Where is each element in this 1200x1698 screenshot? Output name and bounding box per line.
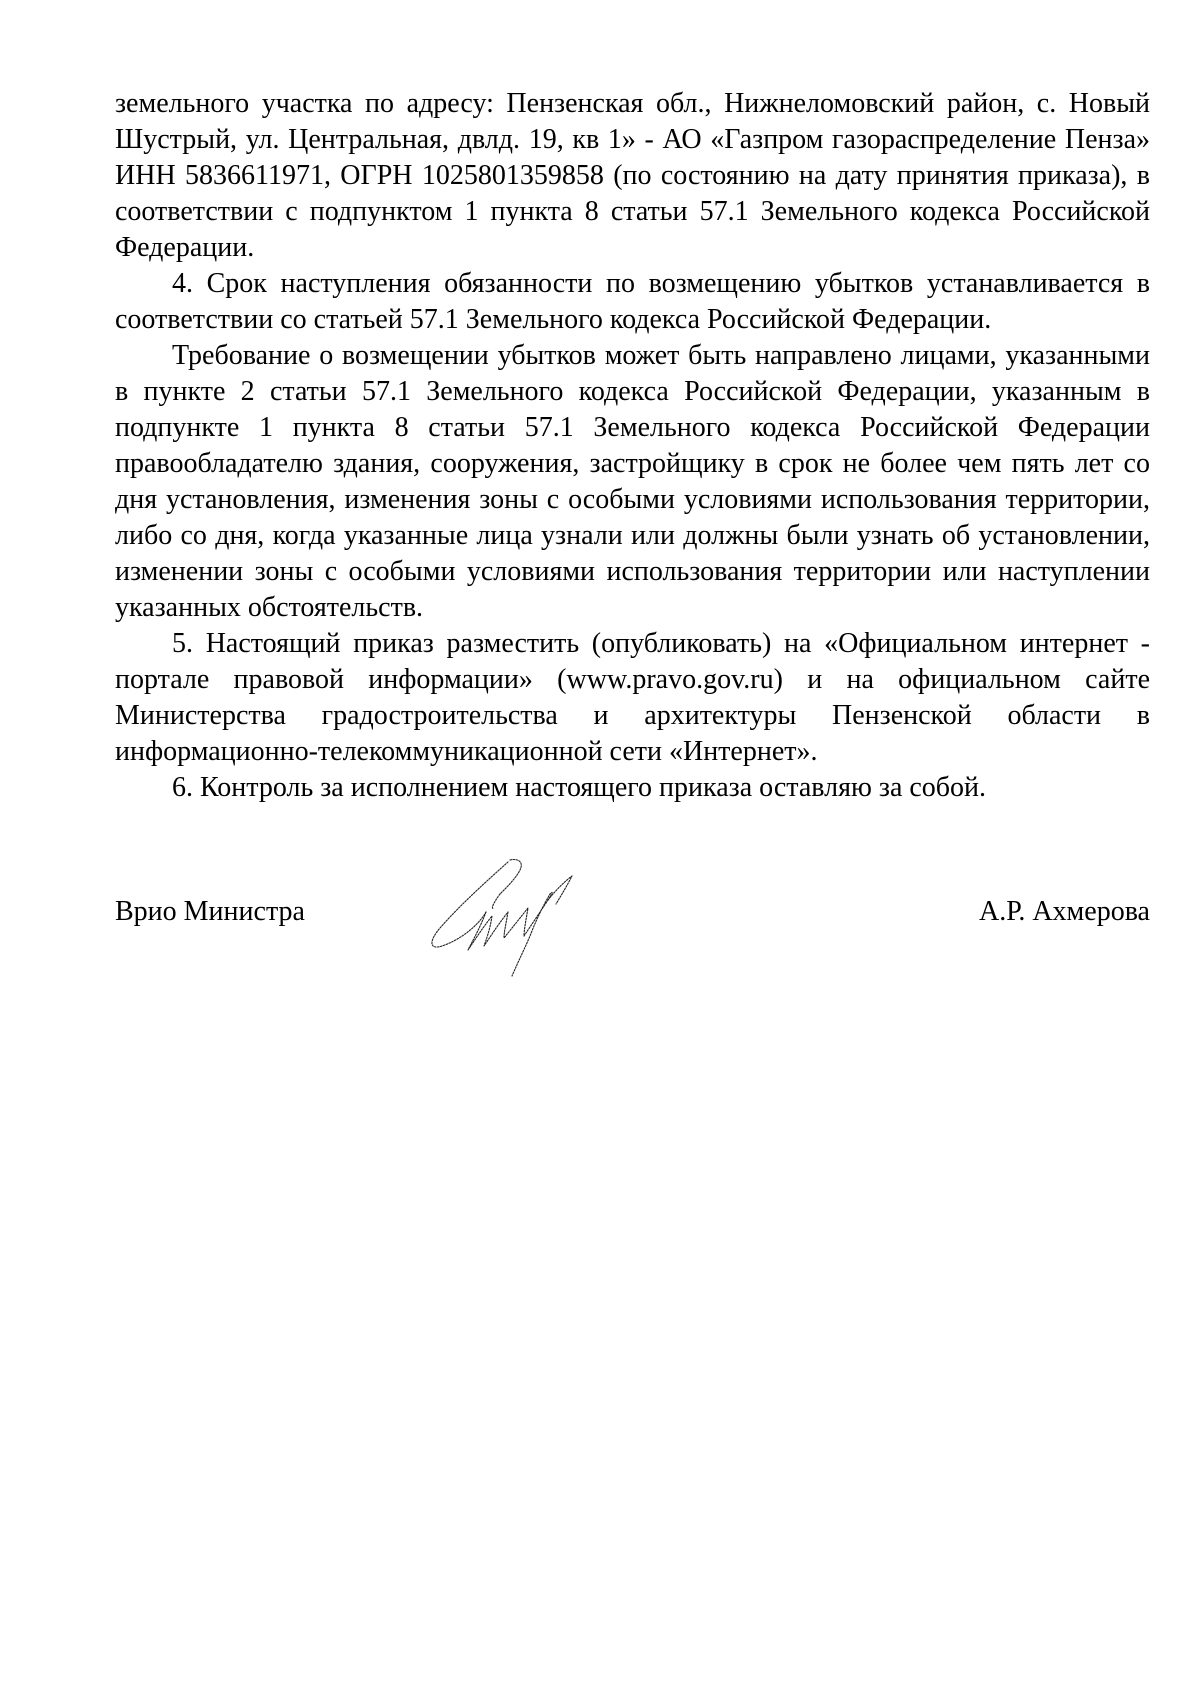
document-body (115, 86, 1150, 806)
paragraph-item-5: 5. Настоящий приказ разместить (опубликовать) на «Официальном интернет - портале правовой информации» (www.pravo.gov.ru) и на официальном сайте Министерства градостроительства и архитектуры Пензенской области в информационно-телекоммуникационной сети «Интернет». (115, 628, 1150, 767)
paragraph-item-4: 4. Срок наступления обязанности по возмещению убытков устанавливается в соответствии со статьей 57.1 Земельного кодекса Российской Федерации. (115, 268, 1150, 335)
paragraph-damages-claim: Требование о возмещении убытков может быть направлено лицами, указанными в пункте 2 статьи 57.1 Земельного кодекса Российской Федерации, указанным в подпункте 1 пункта 8 статьи 57.1 Земельного кодекса Российской Федерации правообладателю здания, сооружения, застройщику в срок не более чем пять лет со дня установления, изменения зоны с особыми условиями использования территории, либо со дня, когда указанные лица узнали или должны были узнать об установлении, изменении зоны с особыми условиями использования территории или наступлении указанных обстоятельств. (115, 340, 1150, 623)
signatory-title: Врио Министра (115, 896, 305, 927)
paragraph-item-6: 6. Контроль за исполнением настоящего приказа оставляю за собой. (172, 772, 987, 803)
handwritten-signature-icon (420, 850, 595, 985)
signature-block (115, 894, 1150, 954)
signatory-name: А.Р. Ахмерова (979, 896, 1150, 927)
paragraph-continuation: земельного участка по адресу: Пензенская обл., Нижнеломовский район, с. Новый Шустрый, ул. Центральная, двлд. 19, кв 1» - АО «Газпром газораспределение Пенза» ИНН 5836611971, ОГРН 1025801359858 (по состоянию на дату принятия приказа), в соответствии с подпунктом 1 пункта 8 статьи 57.1 Земельного кодекса Российской Федерации. (115, 88, 1150, 263)
